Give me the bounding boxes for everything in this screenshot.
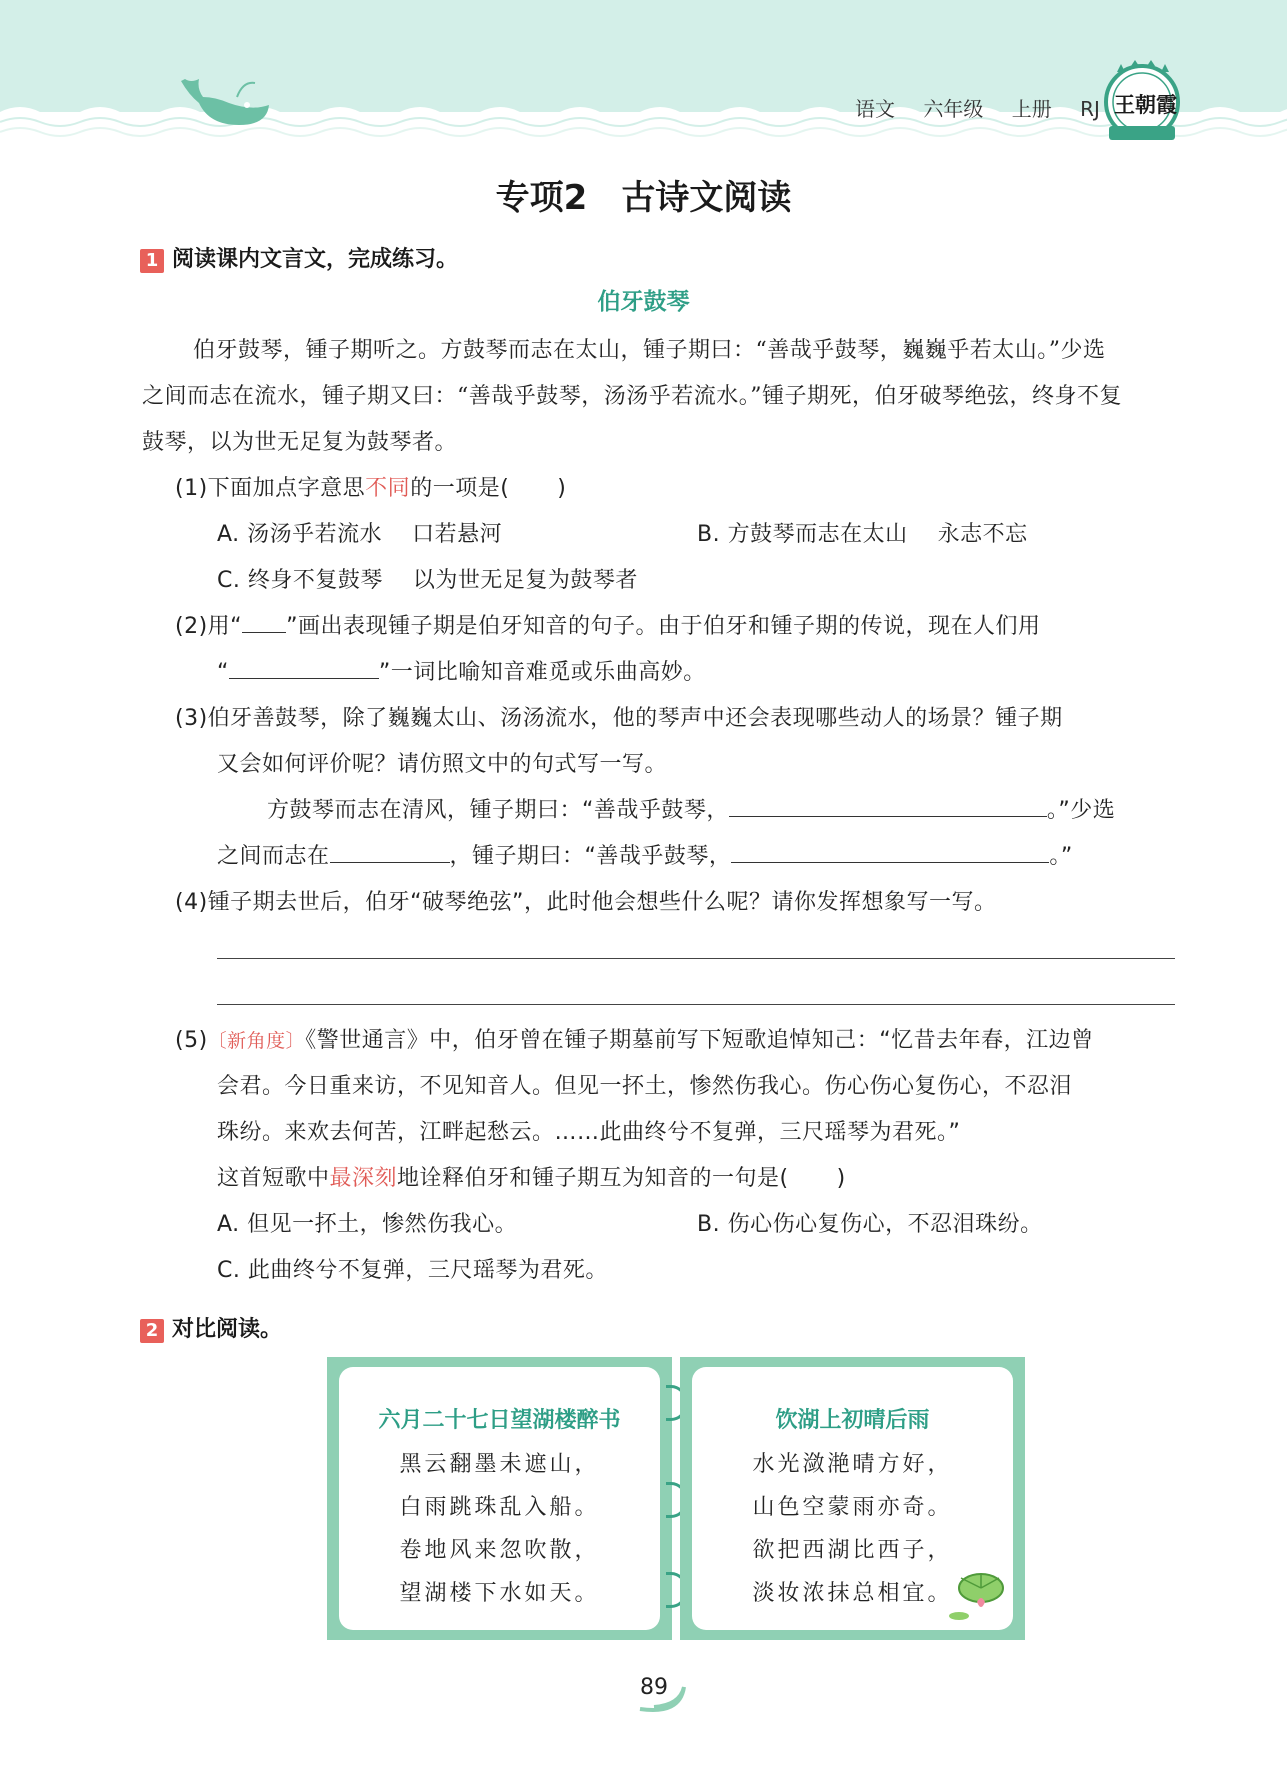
poem-card-2 bbox=[680, 1357, 1025, 1640]
volume-label: 上册 bbox=[1011, 97, 1052, 121]
page-number: 89 bbox=[640, 1675, 668, 1700]
q1-option-a[interactable] bbox=[217, 517, 502, 548]
poem-card-1-inner bbox=[339, 1367, 660, 1630]
q1-sub3-text-a: 方鼓琴而志在清风，锺子期曰：“善哉乎鼓琴， bbox=[267, 798, 729, 823]
q1-sub5-tag: 〔新角度〕 bbox=[207, 1030, 306, 1052]
q1-sub5-option-c[interactable]: C. 此曲终兮不复弹，三尺瑶琴为君死。 bbox=[217, 1258, 608, 1283]
poem-2-line-1: 水光潋滟晴方好， bbox=[752, 1452, 953, 1477]
q1-sub5-line-2: 会君。今日重来访，不见知音人。但见一抔土，惨然伤我心。伤心伤心复伤心，不忍泪 bbox=[217, 1074, 1073, 1099]
q1-sub4-answer-line-2[interactable] bbox=[217, 1004, 1175, 1005]
q1-option-b[interactable] bbox=[697, 517, 1028, 548]
q1-option-c-text-1: C. 终身不复鼓琴 bbox=[217, 568, 383, 593]
q1-option-c-text-2: 以为世无足复为鼓琴者 bbox=[412, 568, 638, 593]
q1-sub5-question-c: ) bbox=[836, 1166, 846, 1191]
q1-sub2-line-1 bbox=[175, 609, 1040, 640]
poem-1-line-2: 白雨跳珠乱入船。 bbox=[399, 1495, 600, 1520]
q1-sub3-line-3 bbox=[267, 793, 1115, 824]
brand-logo-text: 王朝霞 bbox=[1114, 92, 1177, 117]
q1-poem-title: 伯牙鼓琴 bbox=[597, 289, 690, 315]
q1-sub5-highlight: 最深刻 bbox=[329, 1166, 398, 1191]
q1-text-line-1: 伯牙鼓琴，锺子期听之。方鼓琴而志在太山，锺子期曰：“善哉乎鼓琴，巍巍乎若太山。”少选 bbox=[193, 338, 1106, 363]
poem-card-2-inner bbox=[692, 1367, 1013, 1630]
q1-option-b-text-2: 永志不忘 bbox=[937, 522, 1028, 547]
q2-heading bbox=[140, 1312, 282, 1343]
q1-sub3-line-2: 又会如何评价呢？请仿照文中的句式写一写。 bbox=[217, 752, 668, 777]
q1-text-line-2: 之间而志在流水，锺子期又曰：“善哉乎鼓琴，汤汤乎若流水。”锺子期死，伯牙破琴绝弦，终身不复 bbox=[142, 384, 1122, 409]
edition-label: RJ bbox=[1080, 97, 1100, 121]
q1-sub3-text-d: ，锺子期曰：“善哉乎鼓琴， bbox=[449, 844, 732, 869]
q1-sub1-text-a: (1)下面加点字意思 bbox=[175, 476, 366, 501]
q1-sub2-text-b: ”画出表现锺子期是伯牙知音的句子。由于伯牙和锺子期的传说，现在人们用 bbox=[286, 614, 1041, 639]
q1-sub5-option-b[interactable]: B. 伤心伤心复伤心，不忍泪珠纷。 bbox=[697, 1212, 1043, 1237]
grade-label: 六年级 bbox=[923, 97, 984, 121]
q1-sub2-line-2 bbox=[217, 655, 706, 686]
q1-sub2-text-c: “ bbox=[217, 660, 229, 685]
q1-option-a-text-1: A. 汤汤乎若流水 bbox=[217, 522, 383, 547]
poem-2-title: 饮湖上初晴后雨 bbox=[775, 1408, 930, 1433]
poem-card-1 bbox=[327, 1357, 672, 1640]
q1-sub3-blank-1[interactable] bbox=[729, 796, 1047, 817]
q1-sub1-text-b: 的一项是( bbox=[410, 476, 510, 501]
q1-sub5-question bbox=[217, 1161, 846, 1192]
q1-instruction: 阅读课内文言文，完成练习。 bbox=[172, 247, 459, 272]
q1-sub1 bbox=[175, 471, 566, 502]
poem-1-line-4: 望湖楼下水如天。 bbox=[399, 1581, 600, 1606]
q1-sub3-blank-2[interactable] bbox=[330, 842, 450, 863]
q2-number-badge: 2 bbox=[140, 1319, 164, 1343]
q1-option-a-text-2: 口若悬河 bbox=[412, 522, 503, 547]
q1-sub1-highlight: 不同 bbox=[365, 476, 411, 501]
q1-sub4: (4)锺子期去世后，伯牙“破琴绝弦”，此时他会想些什么呢？请你发挥想象写一写。 bbox=[175, 890, 997, 915]
q1-text-line-3: 鼓琴，以为世无足复为鼓琴者。 bbox=[142, 430, 458, 455]
q1-option-b-text-1: B. 方鼓琴而志在太山 bbox=[697, 522, 908, 547]
q1-sub3-text-b: 。”少选 bbox=[1046, 798, 1116, 823]
q1-sub3-text-e: 。” bbox=[1049, 844, 1073, 869]
q1-sub3-blank-3[interactable] bbox=[731, 842, 1049, 863]
q1-sub5-line-1 bbox=[175, 1023, 1094, 1054]
poem-1-line-3: 卷地风来忽吹散， bbox=[399, 1538, 600, 1563]
q1-option-c[interactable] bbox=[217, 563, 638, 594]
q1-sub5-number: (5) bbox=[175, 1028, 208, 1053]
q2-instruction: 对比阅读。 bbox=[172, 1317, 283, 1342]
q1-sub3-text-c: 之间而志在 bbox=[217, 844, 330, 869]
q1-sub4-answer-line-1[interactable] bbox=[217, 958, 1175, 959]
q1-heading bbox=[140, 242, 458, 273]
q1-number-badge: 1 bbox=[140, 249, 164, 273]
lotus-leaf-icon bbox=[947, 1568, 1007, 1624]
q1-sub5-question-b: 地诠释伯牙和锺子期互为知音的一句是( bbox=[397, 1166, 789, 1191]
subject-label: 语文 bbox=[855, 97, 895, 121]
q1-sub3-line-1: (3)伯牙善鼓琴，除了巍巍太山、汤汤流水，他的琴声中还会表现哪些动人的场景？锺子期 bbox=[175, 706, 1063, 731]
poem-2-line-2: 山色空蒙雨亦奇。 bbox=[752, 1495, 953, 1520]
poem-2-line-3: 欲把西湖比西子， bbox=[752, 1538, 953, 1563]
page-title: 专项2 古诗文阅读 bbox=[495, 178, 792, 218]
q1-sub5-option-a[interactable]: A. 但见一抔土，惨然伤我心。 bbox=[217, 1212, 518, 1237]
q1-sub2-mark-blank bbox=[242, 612, 286, 633]
q1-sub5-line-3: 珠纷。来欢去何苦，江畔起愁云。……此曲终兮不复弹，三尺瑶琴为君死。” bbox=[217, 1120, 961, 1145]
whale-icon bbox=[175, 75, 275, 130]
q1-sub5-question-a: 这首短歌中 bbox=[217, 1166, 330, 1191]
q1-sub2-text-a: (2)用“ bbox=[175, 614, 243, 639]
q1-sub2-text-d: ”一词比喻知音难觅或乐曲高妙。 bbox=[378, 660, 706, 685]
poem-1-line-1: 黑云翻墨未遮山， bbox=[399, 1452, 600, 1477]
q1-sub3-line-4 bbox=[217, 839, 1073, 870]
poem-1-title: 六月二十七日望湖楼醉书 bbox=[378, 1408, 621, 1433]
q1-sub5-text-1: 《警世通言》中，伯牙曾在锺子期墓前写下短歌追悼知己：“忆昔去年春，江边曾 bbox=[305, 1028, 1094, 1053]
q1-sub2-idiom-blank[interactable] bbox=[229, 658, 379, 679]
poem-2-line-4: 淡妆浓抹总相宜。 bbox=[752, 1581, 953, 1606]
header-meta bbox=[855, 93, 1122, 122]
q1-sub1-text-c: ) bbox=[557, 476, 567, 501]
